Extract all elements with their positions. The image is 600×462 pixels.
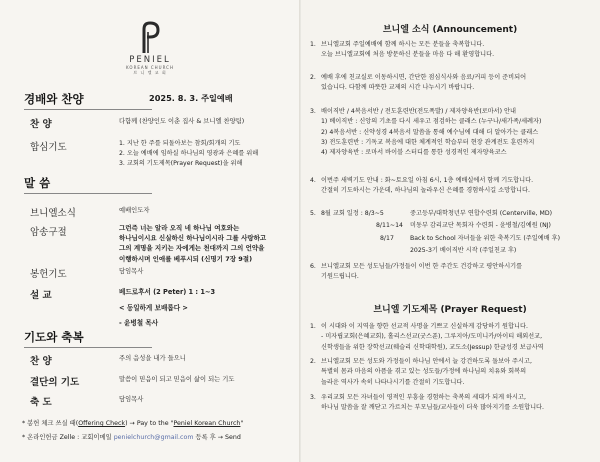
item-number: 2.: [310, 358, 316, 365]
praise-value: 다함께 (찬양인도 이춘 집사 & 브니엘 찬양팀): [119, 118, 245, 125]
item-line: 우리교회 모든 자녀들이 영적인 부흥을 경험하는 축복의 세대가 되게 하시고,: [321, 394, 526, 401]
verse-line: 그런즉 너는 알라 오직 네 하나님 여호와는: [119, 224, 240, 232]
announcement-item: [310, 176, 596, 197]
item-line: 있습니다. 다함께 따뜻한 교제의 시간 나누시기 바랍니다.: [321, 84, 475, 92]
verse-line: 하나님이시요 신실하신 하나님이시라 그를 사랑하고: [119, 234, 267, 243]
prayer-request-title: 브니엘 기도제목 (Prayer Request): [373, 305, 527, 315]
item-number: 3.: [310, 394, 316, 401]
service-date: 2025. 8. 3. 주일예배: [149, 93, 233, 103]
schedule-event: 2025-3기 베이직반 시작 (주일친교 후): [410, 247, 517, 254]
item-line: 1) 베이직반 : 신앙의 기초를 다시 세우고 점검하는 클래스 (누구나/새가족/세례자): [321, 118, 542, 126]
footnote-text: 등록 후 → Send: [195, 434, 241, 441]
schedule-event: 미동부 감리교단 목회자 수련회 - 윤병철/김예원 (NJ): [410, 222, 551, 229]
item-number: 1.: [310, 323, 316, 330]
sermon-label: 설 교: [30, 290, 52, 301]
item-line: 이 시대와 이 지역을 향한 선교적 사명을 기쁘고 신실하게 감당하기 원합니다.: [321, 323, 528, 330]
announcement-item: [310, 262, 596, 283]
decision-prayer-value: 말씀이 믿음이 되고 믿음이 삶이 되는 기도: [119, 376, 235, 383]
church-email-link[interactable]: penielchurch@gmail.com: [113, 434, 194, 441]
section-prayer: 기도와 축복: [24, 330, 84, 344]
news-value: 예배인도자: [119, 207, 150, 214]
sermon-preacher: - 윤병철 목사: [119, 319, 159, 327]
joint-prayer-item: 1. 지난 한 주를 되돌아보는 참회/회개의 기도: [119, 140, 241, 147]
item-line: 신학생들을 위한 장학선교(웨슬리 신학대학원), 교도소(Jessup) 한글성경 보급사역: [321, 343, 544, 351]
item-line: 3) 전도훈련반 : 기독교 복음에 대한 체계적인 학습부터 현장 관계전도 훈련까지: [321, 138, 535, 146]
item-line: 오늘 브니엘교회에 처음 방문하신 분들을 마음 다 해 환영합니다.: [321, 51, 495, 59]
recite-verse: [119, 223, 266, 264]
decision-prayer-label: 결단의 기도: [30, 377, 80, 388]
item-line: 배이직반 / 4복음서반 / 전도훈련반(전도폭발) / 제자양육반(로마서) 안내: [321, 108, 516, 115]
joint-prayer-item: 2. 오늘 예배에 임하실 하나님의 영광과 은혜를 위해: [119, 149, 259, 157]
item-line: 간절히 기도하시는 가운데, 하나님의 놀라우신 은혜를 경험하시길 소망합니다.: [321, 187, 530, 195]
offering-prayer-label: 봉헌기도: [30, 269, 67, 280]
closing-praise-value: 주의 음성을 내가 들으니: [119, 355, 186, 362]
section-rule: [24, 109, 152, 110]
footnote-text: ) → Pay to the ": [125, 420, 174, 427]
item-number: 2.: [310, 74, 316, 81]
logo-wordmark: PENIEL: [129, 55, 171, 65]
closing-praise-label: 찬 양: [30, 356, 52, 367]
schedule-date: 8/17: [380, 235, 394, 242]
news-label: 브니엘소식: [30, 208, 76, 219]
footnote-underline: Offering Check: [78, 420, 126, 427]
schedule-date: 8/11~14: [376, 222, 403, 229]
section-worship: 경배와 찬양: [24, 92, 84, 106]
item-line: 브니엘교회 주일예배에 함께 하시는 모든 분들을 축복합니다.: [321, 41, 485, 48]
benediction-label: 축 도: [30, 397, 52, 408]
item-number: 5.: [310, 210, 316, 217]
section-rule: [24, 193, 152, 194]
sermon-title: < 동일하게 보배롭다 >: [119, 303, 188, 312]
prayer-request-item: [310, 393, 596, 414]
announcement-item: [310, 40, 596, 61]
item-number: 4.: [310, 177, 316, 184]
announcement-item: [310, 107, 596, 158]
offering-check-note: [22, 418, 243, 427]
sermon-info: [119, 285, 215, 332]
joint-prayer-label: 합심기도: [30, 142, 67, 153]
verse-line: 이행하시며 인애를 베푸시되 (신명기 7장 9절): [119, 254, 253, 263]
logo-subtitle: KOREAN CHURCH: [126, 65, 174, 70]
announcement-title: 브니엘 소식 (Announcement): [382, 25, 518, 35]
item-number: 6.: [310, 263, 316, 270]
item-line: 2) 4복음서반 : 신약성경 4복음서 말씀을 통해 예수님에 대해 더 알아가는 클래스: [321, 128, 539, 136]
schedule-event: 중고등부/대학청년부 연합수련회 (Centerville, MD): [410, 210, 553, 217]
footnote-text: ": [240, 420, 244, 427]
footnote-text: * 봉헌 체크 쓰실 때(: [22, 420, 79, 427]
footnote-underline: Peniel Korean Church: [173, 420, 241, 427]
praise-label: 찬 양: [30, 119, 52, 130]
zelle-note: [22, 432, 241, 441]
church-logo: [0, 20, 300, 76]
prayer-request-item: [310, 357, 596, 388]
verse-line: 그의 계명을 지키는 자에게는 천대까지 그의 언약을: [119, 244, 265, 253]
schedule-event: Back to School 자녀들을 위한 축복기도 (주일예배 후): [410, 235, 561, 242]
item-line: 기원드립니다.: [321, 273, 359, 281]
joint-prayer-item: 3. 교회의 기도제목(Prayer Request)을 위해: [119, 159, 243, 167]
item-line: - 미자립교회(은혜교회), 홀리스선교(굿스푼), 그루지아/도미니카/아이티 해외선교,: [321, 333, 543, 341]
offering-prayer-value: 담임목사: [119, 268, 144, 275]
schedule-lead: 8월 교회 일정 : 8/3~5: [321, 210, 384, 217]
item-line: 이번주 새벽기도 안내 : 화~토요일 아침 6시, 1층 예배실에서 함께 기도합니다.: [321, 177, 534, 184]
footnote-text: * 온라인헌금 Zelle : 교회이메일: [22, 434, 112, 441]
section-rule: [24, 347, 152, 348]
sermon-scripture: 베드로후서 (2 Peter) 1 : 1~3: [119, 288, 216, 296]
logo-korean-name: 브 니 엘 교 회: [133, 70, 167, 75]
announcement-item: [310, 73, 596, 94]
item-number: 3.: [310, 108, 316, 115]
joint-prayer-list: [119, 139, 258, 168]
item-line: 예배 후에 친교실로 이동하시면, 간단한 점심식사와 음료/커피 등이 준비되어: [321, 74, 527, 81]
item-line: 브니엘교회 모든 성도님들/가정들이 이번 한 주간도 건강하고 평안하시기를: [321, 263, 523, 270]
peniel-logo-icon: [137, 20, 163, 54]
item-line: 놀라운 역사가 속히 나타나시기를 간절히 기도합니다.: [321, 378, 465, 386]
item-line: 하나님 말씀을 잘 깨닫고 가르치는 부모님들/교사들이 더욱 많아지기를 소원합니다.: [321, 404, 545, 412]
item-line: 특별히 몸과 마음의 아픔을 겪고 있는 성도들/가정에 하나님의 치유와 회복의: [321, 368, 527, 376]
section-word: 말 씀: [24, 176, 51, 190]
prayer-request-item: [310, 322, 596, 353]
item-line: 브니엘교회 모든 성도와 가정들이 하나님 안에서 늘 강건하도록 돌보아 주시고,: [321, 358, 532, 365]
item-line: 4) 제자양육반 : 로마서 바이블 스터디를 통한 성경적인 제자양육코스: [321, 149, 507, 157]
benediction-value: 담임목사: [119, 396, 144, 403]
item-number: 1.: [310, 41, 316, 48]
recite-label: 암송구절: [30, 227, 67, 238]
